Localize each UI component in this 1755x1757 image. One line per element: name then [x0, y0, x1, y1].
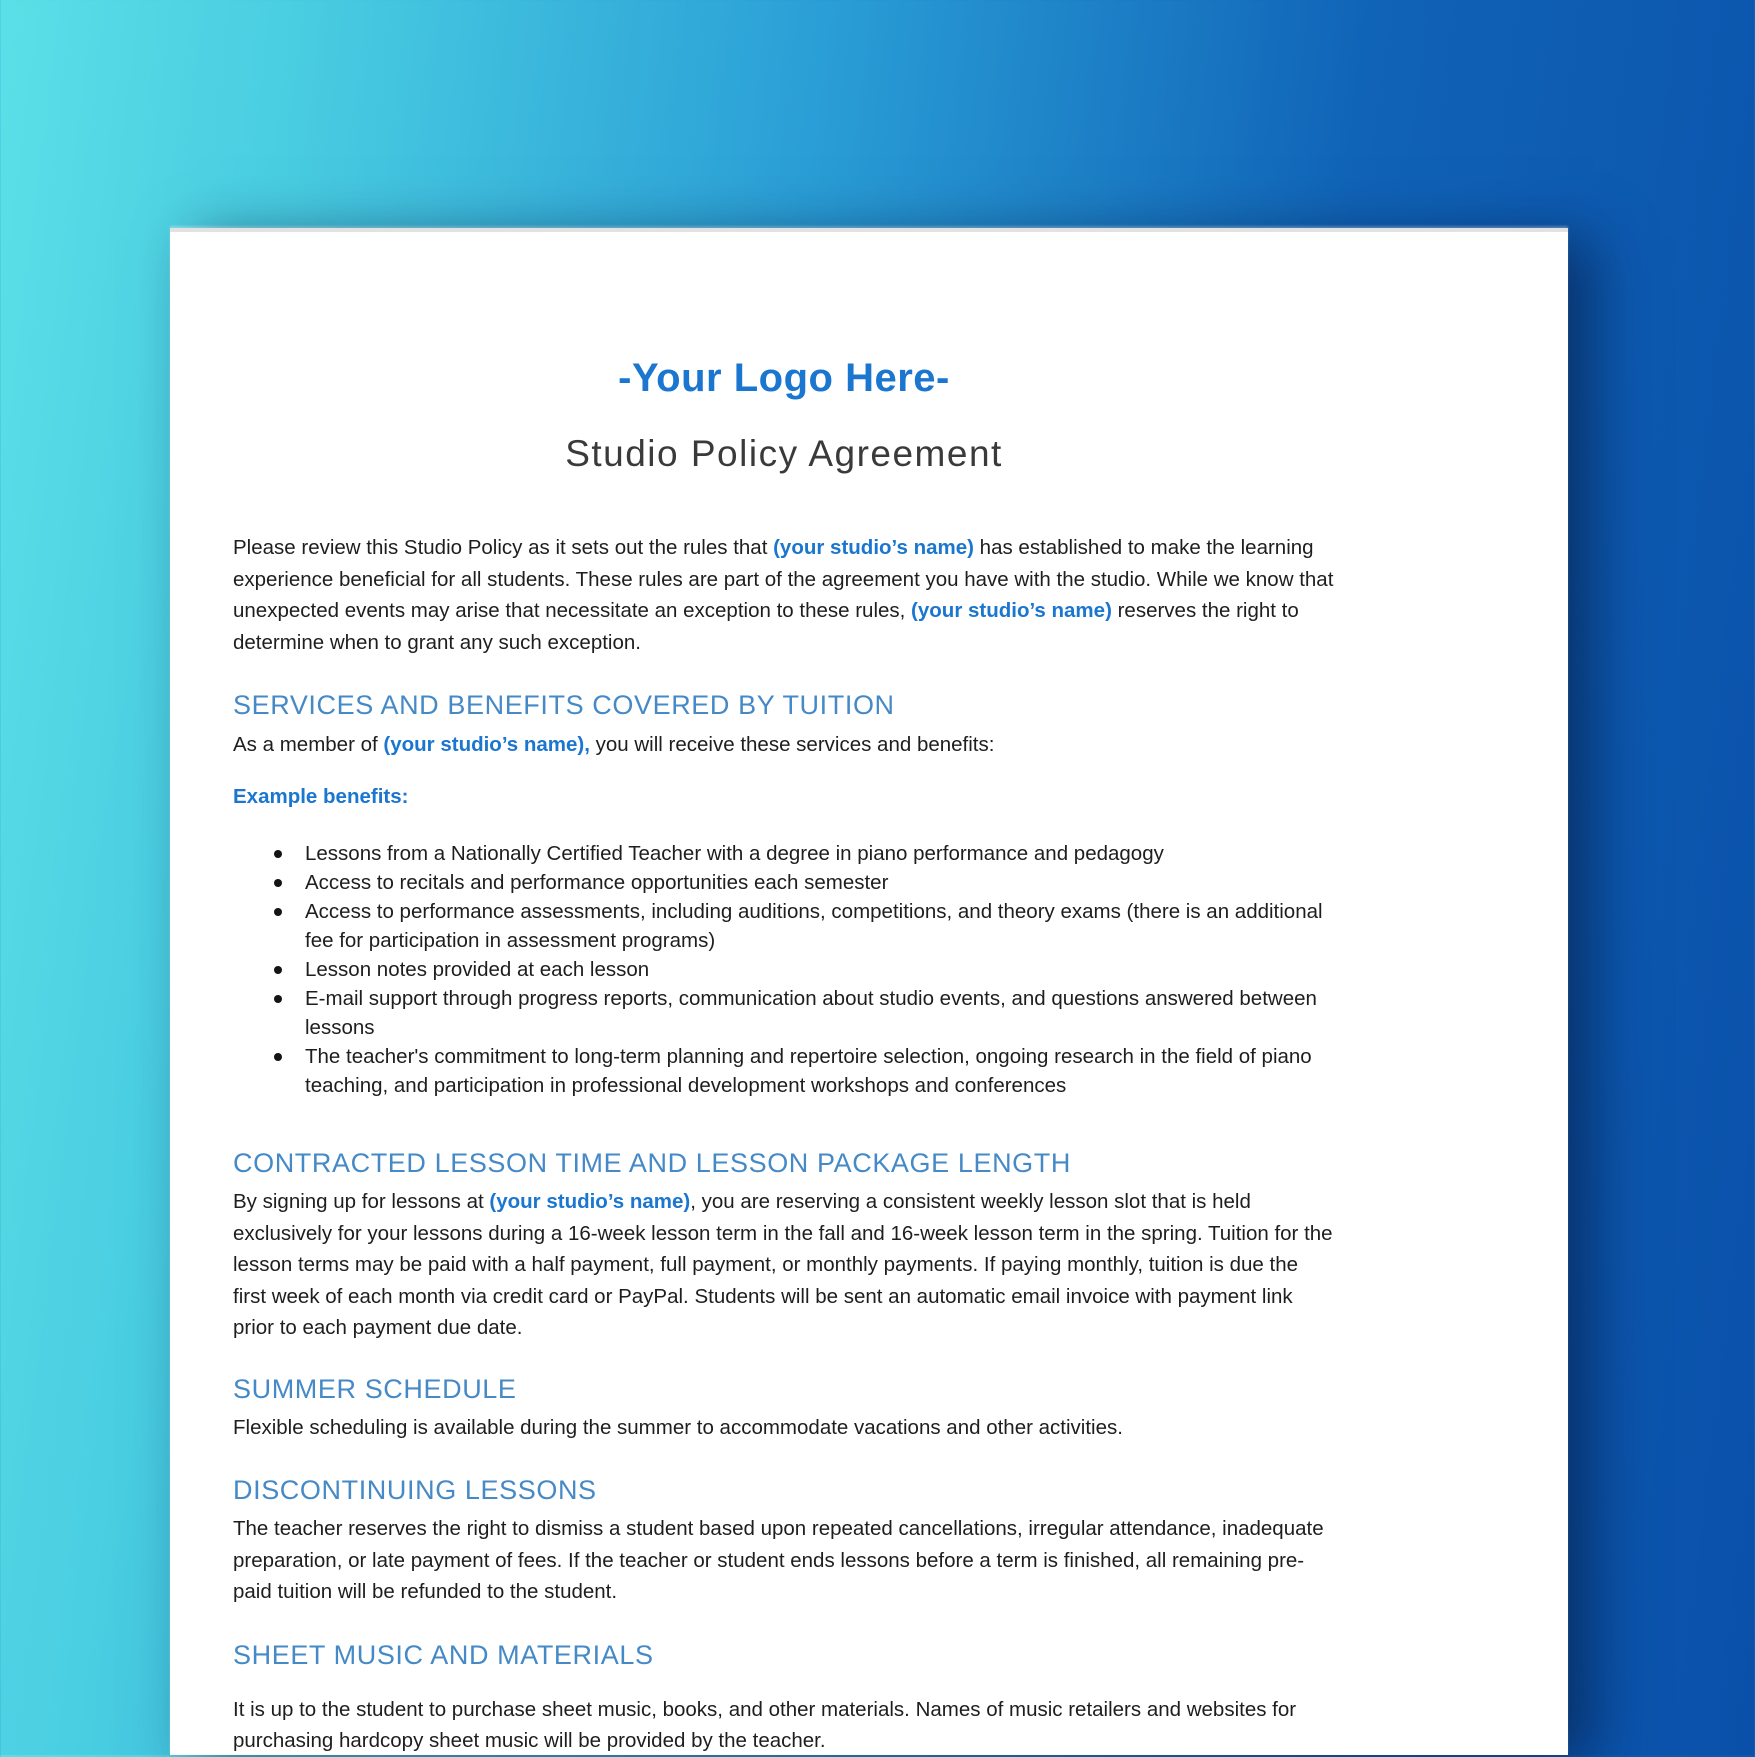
logo-placeholder: -Your Logo Here-: [618, 356, 950, 400]
discontinuing-paragraph: The teacher reserves the right to dismiss a student based upon repeated cancellations, irregular attendance, inadequate preparation, or late payment of fees. If the teacher or student ends lessons before a term is finished, all remaining pre-paid tuition will be refunded to the student.: [233, 1517, 1324, 1603]
intro-paragraph: [233, 532, 1335, 658]
list-item: Lessons from a Nationally Certified Teacher with a degree in piano performance and pedagogy: [233, 839, 1335, 868]
studio-name-placeholder: (your studio’s name): [773, 536, 974, 559]
benefits-list: [233, 839, 1335, 1100]
contracted-paragraph: [233, 1186, 1335, 1344]
section-heading-contracted: CONTRACTED LESSON TIME AND LESSON PACKAGE LENGTH: [233, 1148, 1071, 1178]
list-item: E-mail support through progress reports, communication about studio events, and questions answered between lessons: [233, 984, 1335, 1042]
services-lead-paragraph: [233, 729, 1335, 761]
contracted-text: By signing up for lessons at: [233, 1190, 490, 1213]
section-heading-summer: SUMMER SCHEDULE: [233, 1373, 517, 1404]
studio-name-placeholder: (your studio’s name),: [383, 733, 590, 756]
lead-text: you will receive these services and benefits:: [589, 733, 995, 756]
list-item: Access to recitals and performance opportunities each semester: [233, 868, 1335, 897]
contracted-text: , you are reserving a consistent weekly lesson slot that is held exclusively for your lessons during a 16-week lesson term in the fall and 16-week lesson term in the spring. Tuition for the lesson terms may be paid with a half payment, full payment, or monthly payments. If paying monthly, tuition is due the first week of each month via credit card or PayPal. Students will be sent an automatic email invoice with payment link prior to each payment due date.: [233, 1190, 1333, 1339]
section-heading-sheet-music: SHEET MUSIC AND MATERIALS: [233, 1639, 654, 1670]
studio-name-placeholder: (your studio’s name): [911, 599, 1112, 622]
intro-text: has established to make the learning experience beneficial for all students. These rules are part of the agreement you have with the studio. While we know that unexpected events may arise that necessitate an exception to these rules,: [233, 536, 1334, 622]
list-item: Lesson notes provided at each lesson: [233, 955, 1335, 984]
list-item: The teacher's commitment to long-term planning and repertoire selection, ongoing research in the field of piano teaching, and participation in professional development workshops and conferences: [233, 1042, 1335, 1100]
document-title: Studio Policy Agreement: [565, 433, 1003, 474]
summer-paragraph: Flexible scheduling is available during the summer to accommodate vacations and other activities.: [233, 1415, 1123, 1439]
intro-text: Please review this Studio Policy as it sets out the rules that: [233, 536, 774, 559]
document-content: [233, 354, 1335, 1757]
lead-text: As a member of: [233, 733, 384, 756]
policy-document-page: [170, 228, 1568, 1755]
section-heading-services: SERVICES AND BENEFITS COVERED BY TUITION: [233, 690, 895, 720]
section-heading-discontinuing: DISCONTINUING LESSONS: [233, 1475, 597, 1505]
sheet-music-paragraph: It is up to the student to purchase sheet music, books, and other materials. Names of music retailers and websites for purchasing hardcopy sheet music will be provided by the teacher.: [233, 1697, 1297, 1752]
studio-name-placeholder: (your studio’s name): [489, 1190, 691, 1213]
intro-text: reserves the right to determine when to grant any such exception.: [233, 599, 1299, 654]
example-benefits-label: Example benefits:: [233, 784, 409, 808]
list-item: Access to performance assessments, including auditions, competitions, and theory exams (there is an additional fee for participation in assessment programs): [233, 897, 1335, 955]
